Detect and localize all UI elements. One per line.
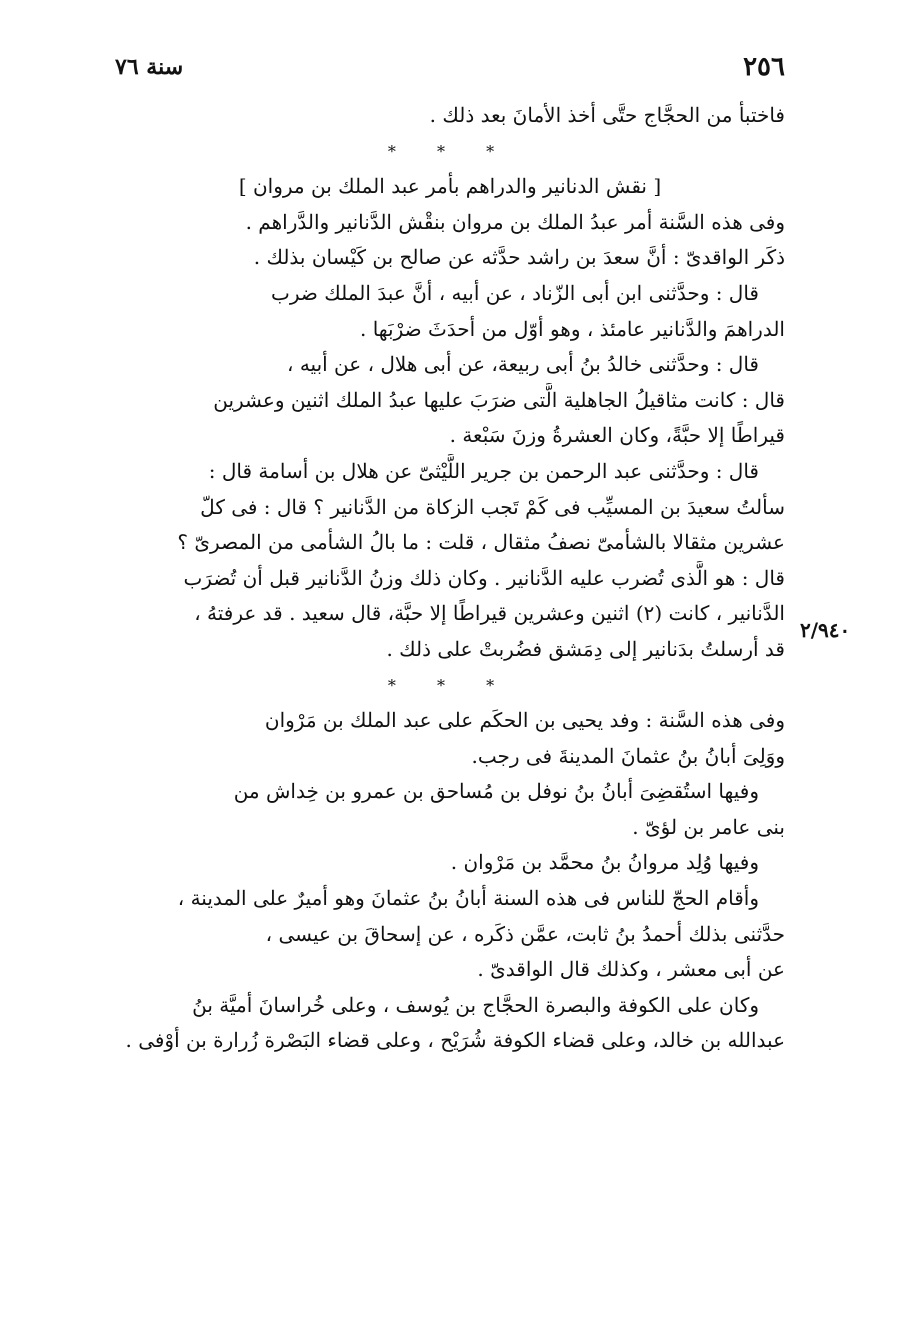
text-line: قال : كانت مثاقيلُ الجاهلية الَّتى ضرَبَ عليها عبدُ الملك اثنين وعشرين — [213, 387, 785, 412]
page-number: ٢٥٦ — [743, 52, 785, 82]
text-line: قد أرسلتُ بدَنانير إلى دِمَشق فضُربتْ على ذلك . — [386, 636, 785, 661]
section-heading: [ نقش الدنانير والدراهم بأمر عبد الملك بن مروان ] — [238, 174, 662, 199]
text-line: وفى هذه السَّنة أمر عبدُ الملك بن مروان بنقْش الدَّنانير والدَّراهم . — [245, 209, 785, 234]
text-line: قال : وحدَّثنى خالدُ بنُ أبى ربيعة، عن أبى هلال ، عن أبيه ، — [287, 352, 759, 377]
text-line: الدراهمَ والدَّنانير عامئذ ، وهو أوّل من أحدَثَ ضرْبَها . — [360, 316, 785, 341]
text-line: ذكَر الواقدىّ : أنَّ سعدَ بن راشد حدَّثه عن صالح بن كَيْسان بذلك . — [253, 245, 785, 270]
text-line: وفى هذه السَّنة : وفد يحيى بن الحكَم على عبد الملك بن مَرْوان — [264, 708, 785, 733]
section-separator: * * * — [387, 675, 513, 695]
text-line: ووَلِىَ أبانُ بنُ عثمانَ المدينةَ فى رجب. — [471, 743, 785, 768]
text-line: عن أبى معشر ، وكذلك قال الواقدىّ . — [477, 957, 785, 982]
body-text — [115, 98, 785, 1059]
text-line: وفيها وُلِد مروانُ بنُ محمَّد بن مَرْوان . — [450, 850, 759, 875]
text-line: عبدالله بن خالد، وعلى قضاء الكوفة شُرَيْح ، وعلى قضاء البَصْرة زُرارة بن أوْفى . — [125, 1028, 785, 1053]
text-line: حدَّثنى بذلك أحمدُ بنُ ثابت، عمَّن ذكَره ، عن إسحاقَ بن عيسى ، — [265, 921, 785, 946]
page-header — [115, 52, 785, 92]
text-line: قال : هو الَّذى تُضرب عليه الدَّنانير . وكان ذلك وزنُ الدَّنانير قبل أن تُضرَب — [183, 565, 785, 590]
text-line: قيراطًا إلا حبَّةً، وكان العشرةُ وزنَ سَبْعة . — [449, 423, 785, 448]
text-line: بنى عامر بن لؤىّ . — [632, 814, 785, 839]
text-line: وأقام الحجّ للناس فى هذه السنة أبانُ بنُ عثمانَ وهو أميرٌ على المدينة ، — [177, 886, 759, 911]
text-line: فاختبأ من الحجَّاج حتَّى أخذ الأمانَ بعد ذلك . — [429, 103, 785, 127]
text-line: سألتُ سعيدَ بن المسيِّب فى كَمْ تَجب الزكاة من الدَّنانير ؟ قال : فى كلّ — [200, 494, 785, 519]
text-line: قال : وحدَّثنى ابن أبى الزّناد ، عن أبيه ، أنَّ عبدَ الملك ضرب — [271, 280, 759, 305]
text-line: وفيها استُقضِىَ أبانُ بنُ نوفل بن مُساحق بن عمرو بن خِداش من — [233, 779, 759, 804]
text-line: قال : وحدَّثنى عبد الرحمن بن جرير اللَّيْثىّ عن هلال بن أسامة قال : — [208, 458, 759, 483]
margin-reference: ٢/٩٤٠ — [800, 618, 851, 642]
section-separator: * * * — [387, 141, 513, 161]
running-head-year: سنة ٧٦ — [115, 54, 184, 80]
text-line: وكان على الكوفة والبصرة الحجَّاج بن يُوسف ، وعلى خُراسانَ أميَّة بنُ — [192, 992, 759, 1017]
text-line: الدَّنانير ، كانت (٢) اثنين وعشرين قيراطًا إلا حبَّة، قال سعيد . قد عرفتهُ ، — [194, 601, 785, 626]
text-line: عشرين مثقالا بالشأمىّ نصفُ مثقال ، قلت : ما بالُ الشأمى من المصرىّ ؟ — [177, 530, 785, 555]
